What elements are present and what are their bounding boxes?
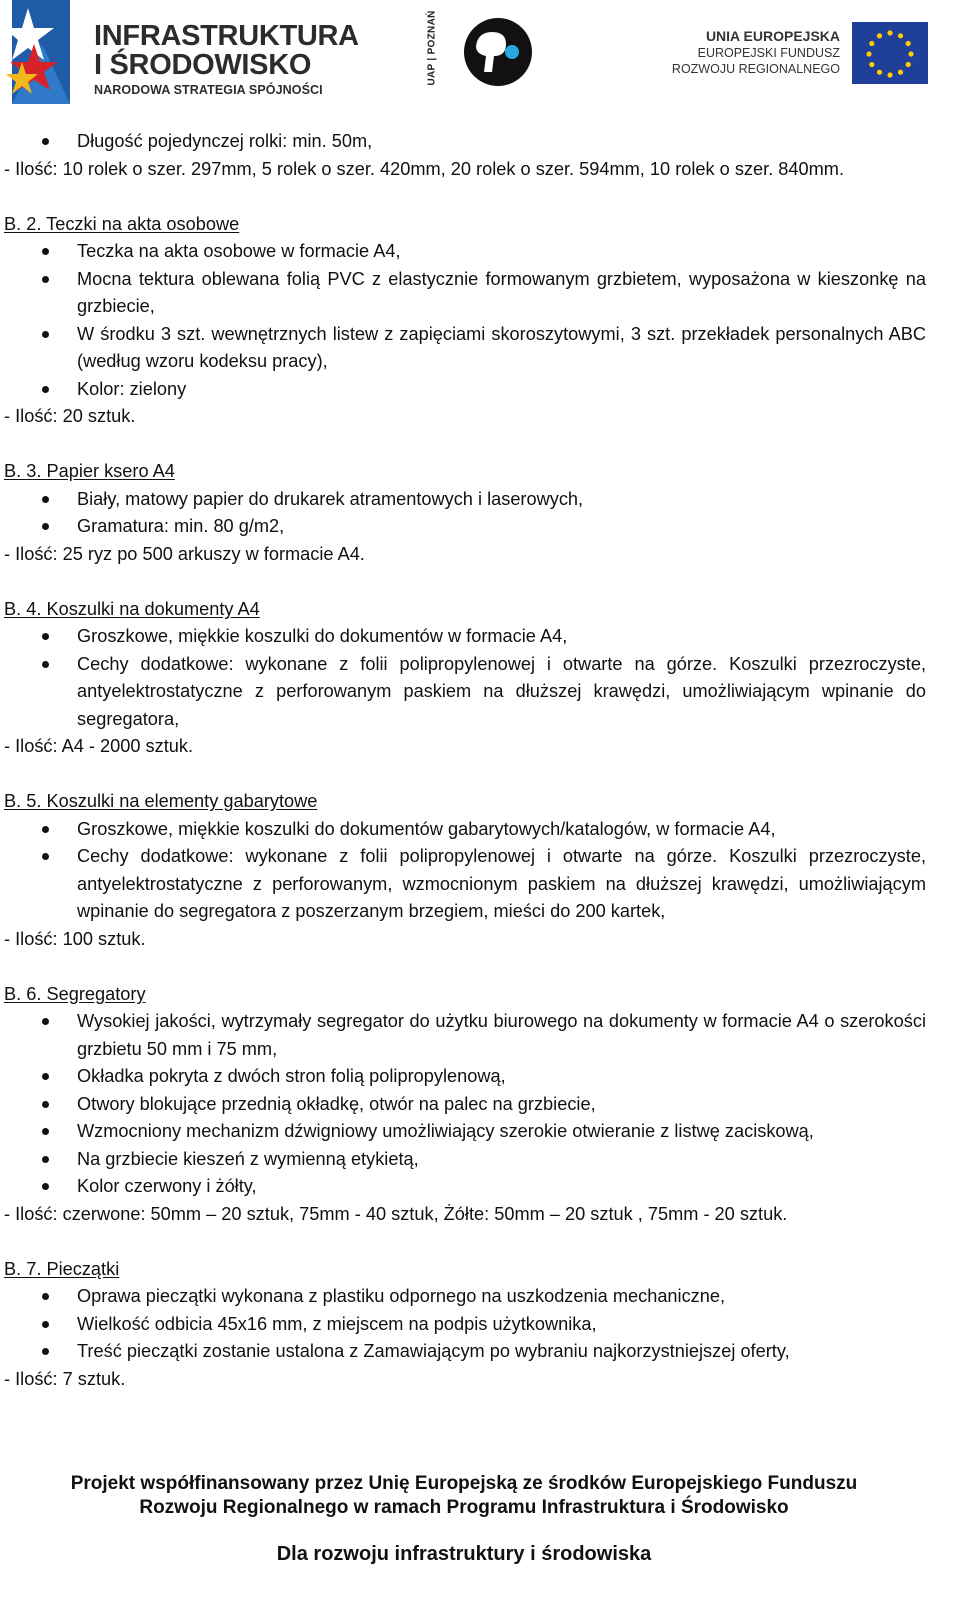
infrastruktura-star-logo-icon [4,0,70,104]
section-list-b5 [4,816,926,926]
list-item: Otwory blokujące przednią okładkę, otwór na palec na grzbiecie, [4,1091,926,1119]
intro-quantity: - Ilość: 10 rolek o szer. 297mm, 5 rolek o szer. 420mm, 20 rolek o szer. 594mm, 10 rolek o szer. 840mm. [4,158,844,179]
quantity-b3: - Ilość: 25 ryz po 500 arkuszy w formacie A4. [4,543,365,564]
intro-list [4,128,926,156]
list-item: Groszkowe, miękkie koszulki do dokumentów gabarytowych/katalogów, w formacie A4, [4,816,926,844]
footer-line1: Projekt współfinansowany przez Unię Europejską ze środków Europejskiego Funduszu [70,1473,858,1494]
is-subtitle: NARODOWA STRATEGIA SPÓJNOŚCI [94,83,323,97]
section-heading-b2: B. 2. Teczki na akta osobowe [4,213,240,234]
section-list-b6 [4,1008,926,1201]
list-item: W środku 3 szt. wewnętrznych listew z zapięciami skoroszytowymi, 3 szt. przekładek personalnych ABC (według wzoru kodeksu pracy), [4,321,926,376]
list-item: Wysokiej jakości, wytrzymały segregator do użytku biurowego na dokumenty w formacie A4 o szerokości grzbietu 50 mm i 75 mm, [4,1008,926,1063]
document-body [4,128,926,1393]
list-item: Biały, matowy papier do drukarek atramentowych i laserowych, [4,486,926,514]
list-item: Cechy dodatkowe: wykonane z folii polipropylenowej i otwarte na górze. Koszulki przezroczyste, antyelektrostatyczne z perforowanym, wzmocnionym paskiem na dłuższej krawędzi, umożliwiającym wpinanie do segregatora z poszerzanym brzegiem, mieści do 200 kartek, [4,843,926,926]
quantity-b2: - Ilość: 20 sztuk. [4,406,136,426]
uap-label-box [424,10,440,88]
list-item: Groszkowe, miękkie koszulki do dokumentów w formacie A4, [4,623,926,651]
section-heading-b6: B. 6. Segregatory [4,983,146,1004]
list-item: Wzmocniony mechanizm dźwigniowy umożliwiający szerokie otwieranie z listwę zaciskową, [4,1118,926,1146]
section-list-b2 [4,238,926,403]
quantity-b6: - Ilość: czerwone: 50mm – 20 sztuk, 75mm - 40 sztuk, Żółte: 50mm – 20 sztuk , 75mm - 20 sztuk. [4,1203,788,1224]
uap-label: UAP | POZNAŃ [426,10,438,86]
page-header [0,0,960,112]
list-item: Kolor: zielony [4,376,926,404]
list-item: Wielkość odbicia 45x16 mm, z miejscem na podpis użytkownika, [4,1311,926,1339]
eu-line2: EUROPEJSKI FUNDUSZ [697,46,840,60]
section-heading-b4: B. 4. Koszulki na dokumenty A4 [4,598,260,619]
footer-slogan: Dla rozwoju infrastruktury i środowiska [276,1543,652,1565]
section-heading-b3: B. 3. Papier ksero A4 [4,461,175,481]
eu-flag-icon [852,22,928,84]
is-title-line2: I ŚRODOWISKO [94,49,312,81]
section-heading-b7: B. 7. Pieczątki [4,1258,120,1279]
list-item: Mocna tektura oblewana folią PVC z elastycznie formowanym grzbietem, wyposażona w kieszonkę na grzbiecie, [4,266,926,321]
section-list-b3 [4,486,926,541]
is-title-line1: INFRASTRUKTURA [94,20,359,52]
quantity-b7: - Ilość: 7 sztuk. [4,1368,126,1389]
footer-line2: Rozwoju Regionalnego w ramach Programu Infrastruktura i Środowisko [139,1497,789,1518]
list-item: Teczka na akta osobowe w formacie A4, [4,238,926,266]
section-heading-b5: B. 5. Koszulki na elementy gabarytowe [4,791,318,811]
section-list-b4 [4,623,926,733]
list-item: Okładka pokryta z dwóch stron folią polipropylenową, [4,1063,926,1091]
list-item: Kolor czerwony i żółty, [4,1173,926,1201]
eu-line3: ROZWOJU REGIONALNEGO [671,62,840,76]
list-item: Na grzbiecie kieszeń z wymienną etykietą, [4,1146,926,1174]
list-item: Treść pieczątki zostanie ustalona z Zamawiającym po wybraniu najkorzystniejszej oferty, [4,1338,926,1366]
uap-poznan-logo-icon [462,16,534,88]
list-item: Gramatura: min. 80 g/m2, [4,513,926,541]
quantity-b5: - Ilość: 100 sztuk. [4,928,146,949]
footer-funding-note [0,1472,928,1520]
list-item: Cechy dodatkowe: wykonane z folii polipropylenowej i otwarte na górze. Koszulki przezroczyste, antyelektrostatyczne z perforowanym paskiem na dłuższej krawędzi, umożliwiającym wpinanie do segregatora, [4,651,926,734]
eu-line1: UNIA EUROPEJSKA [705,28,840,44]
section-list-b7 [4,1283,926,1366]
quantity-b4: - Ilość: A4 - 2000 sztuk. [4,736,194,756]
list-item: Oprawa pieczątki wykonana z plastiku odpornego na uszkodzenia mechaniczne, [4,1283,926,1311]
list-item: Długość pojedynczej rolki: min. 50m, [4,128,926,156]
